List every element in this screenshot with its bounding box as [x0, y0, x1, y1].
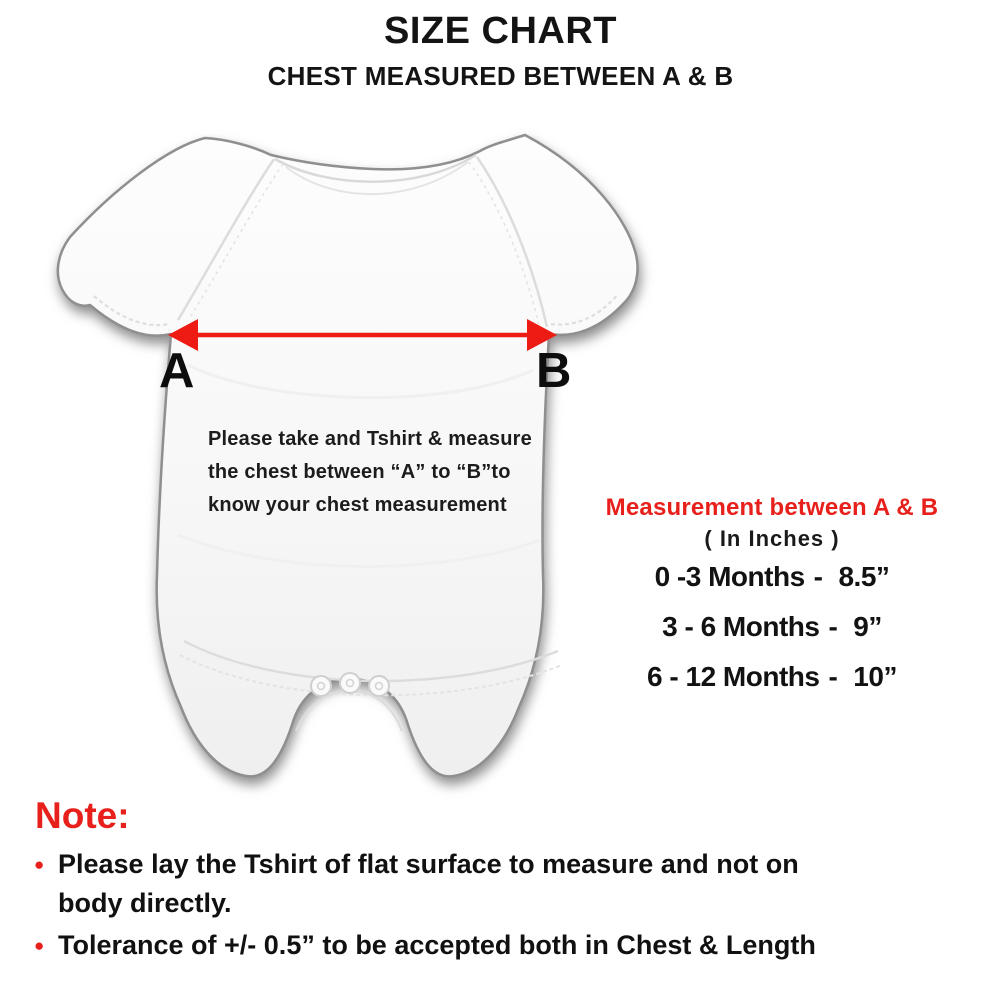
snap-buttons	[311, 673, 389, 696]
measurement-subheading: ( In Inches )	[704, 526, 840, 551]
snap-button	[340, 673, 360, 693]
snap-button	[311, 676, 331, 696]
label-a: A	[159, 344, 195, 398]
size-range: 3 - 6 Months	[662, 611, 820, 642]
note-bullet	[34, 845, 984, 923]
size-range: 6 - 12 Months	[647, 661, 820, 692]
note-bullet-text	[58, 926, 816, 965]
instruction-line: Please take and Tshirt & measure	[208, 428, 532, 450]
size-inches: 10”	[853, 661, 897, 692]
measurement-panel	[583, 494, 961, 692]
instruction-line: know your chest measurement	[208, 494, 507, 516]
snap-button	[369, 676, 389, 696]
size-inches: 9”	[853, 611, 882, 642]
size-separator: -	[813, 561, 823, 592]
size-row	[583, 611, 961, 642]
size-inches: 8.5”	[838, 561, 890, 592]
bullet-dot-icon: ●	[34, 936, 45, 955]
label-b: B	[536, 344, 572, 398]
size-table	[583, 561, 961, 692]
note-bullet-text	[58, 845, 799, 923]
bullet-dot-icon: ●	[34, 855, 45, 874]
instruction-block	[208, 423, 532, 522]
size-separator: -	[828, 661, 838, 692]
note-heading: Note:	[35, 795, 130, 836]
note-bullet	[34, 926, 984, 965]
note-line: Tolerance of +/- 0.5” to be accepted both in Chest & Length	[58, 930, 816, 960]
size-row	[583, 661, 961, 692]
size-range: 0 -3 Months	[654, 561, 805, 592]
note-line: Please lay the Tshirt of flat surface to measure and not on	[58, 849, 799, 879]
page-subtitle: CHEST MEASURED BETWEEN A & B	[267, 61, 734, 91]
crotch-flap-seam	[296, 691, 402, 731]
size-row	[583, 561, 961, 592]
measurement-heading: Measurement between A & B	[605, 494, 939, 521]
page-title: SIZE CHART	[384, 10, 617, 52]
notes-list	[34, 845, 984, 965]
note-line: body directly.	[58, 888, 232, 918]
instruction-line: the chest between “A” to “B”to	[208, 461, 511, 483]
size-separator: -	[828, 611, 838, 642]
